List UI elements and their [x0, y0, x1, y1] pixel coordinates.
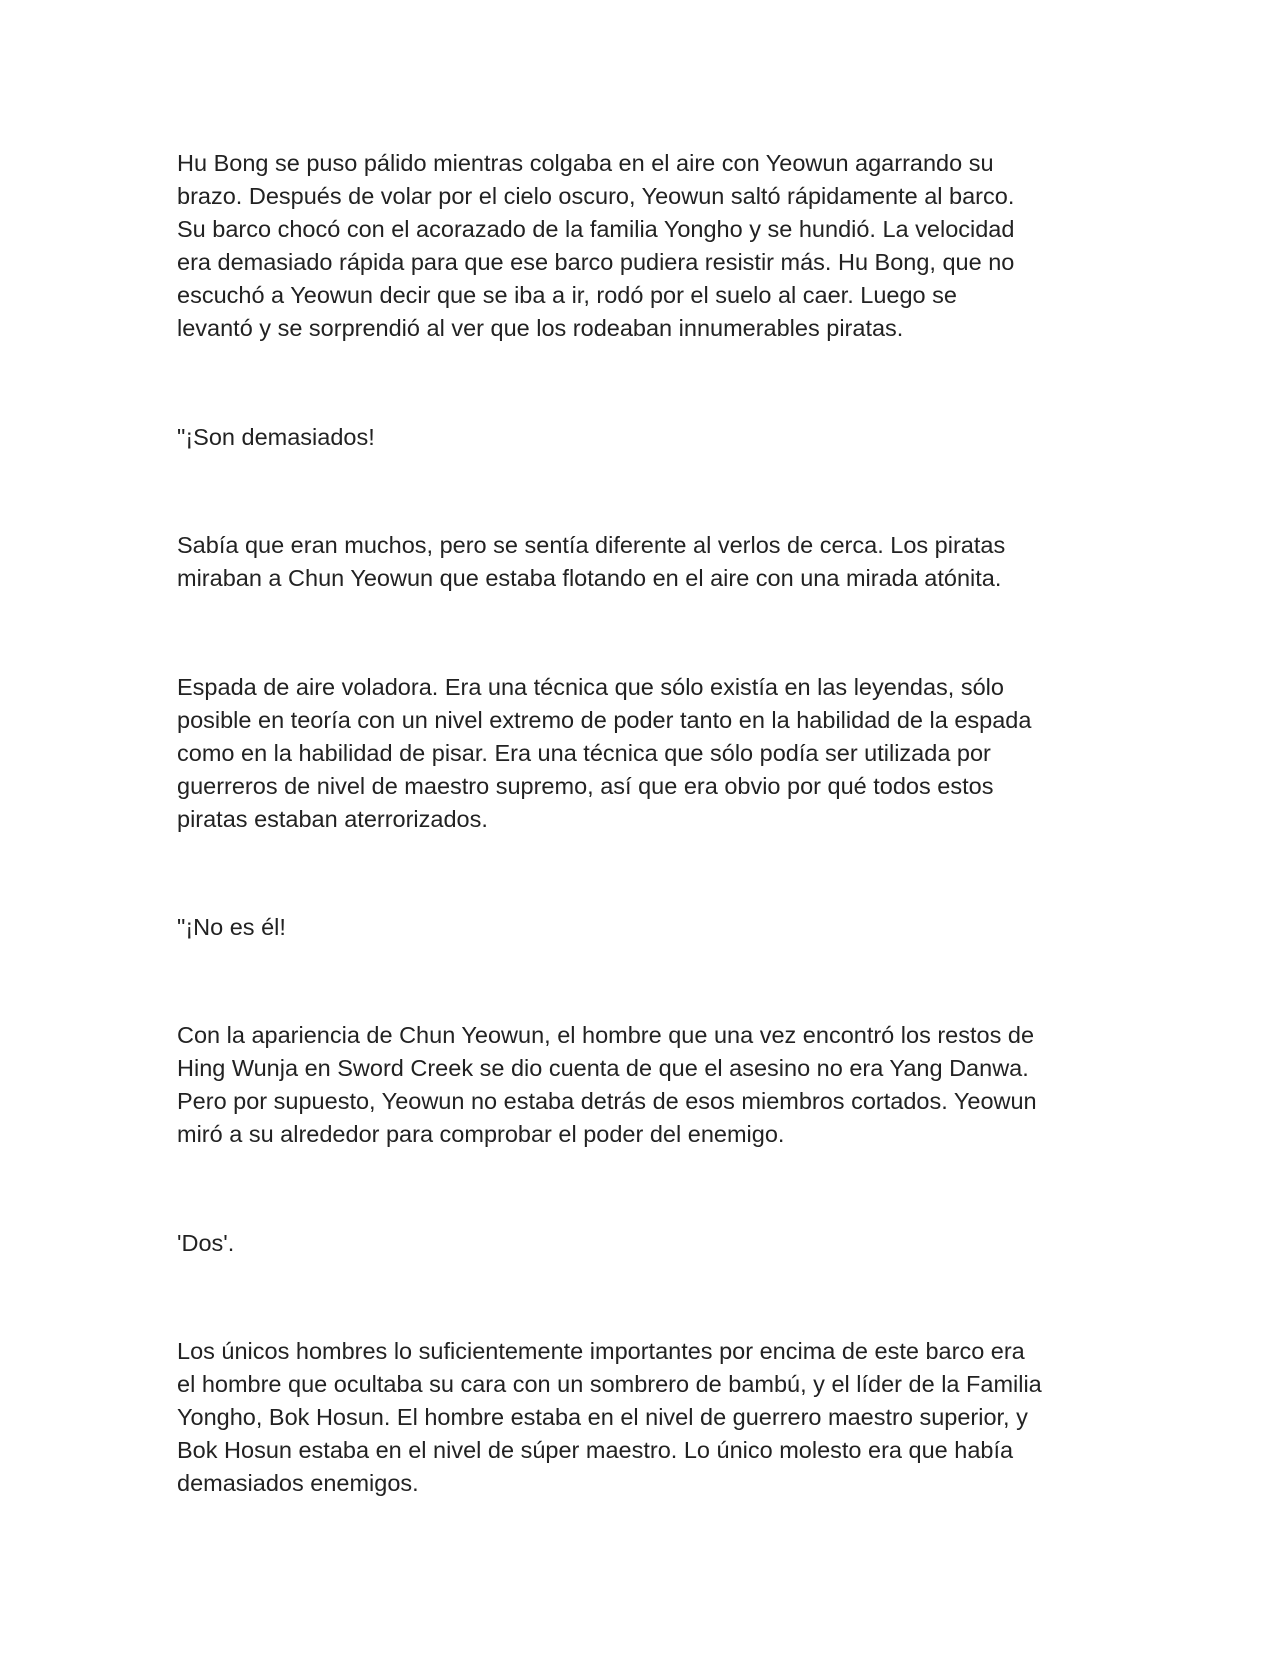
dialogue-son-demasiados: "¡Son demasiados! [177, 424, 375, 450]
paragraph-pirates-stare: Sabía que eran muchos, pero se sentía diferente al verlos de cerca. Los piratas miraban a Chun Yeowun que estaba flotando en el aire con una mirada atónita. [177, 532, 1006, 591]
paragraph-flying-sword: Espada de aire voladora. Era una técnica que sólo existía en las leyendas, sólo posible en teoría con un nivel extremo de poder tanto en la habilidad de la espada como en la habilidad de pisar. Era una técnica que sólo podía ser utilizada por guerreros de nivel de maestro supremo, así que era obvio por qué todos estos piratas estaban aterrorizados. [177, 674, 1032, 832]
paragraph-important-men: Los únicos hombres lo suficientemente importantes por encima de este barco era el hombre que ocultaba su cara con un sombrero de bambú, y el líder de la Familia Yongho, Bok Hosun. El hombre estaba en el nivel de guerrero maestro superior, y Bok Hosun estaba en el nivel de súper maestro. Lo único molesto era que había demasiados enemigos. [177, 1338, 1042, 1496]
thought-dos: 'Dos'. [177, 1230, 235, 1256]
dialogue-no-es-el: "¡No es él! [177, 914, 286, 940]
paragraph-hu-bong-falls: Hu Bong se puso pálido mientras colgaba en el aire con Yeowun agarrando su brazo. Después de volar por el cielo oscuro, Yeowun saltó rápidamente al barco. Su barco chocó con el acorazado de la familia Yongho y se hundió. La velocidad era demasiado rápida para que ese barco pudiera resistir más. Hu Bong, que no escuchó a Yeowun decir que se iba a ir, rodó por el suelo al caer. Luego se levantó y se sorprendió al ver que los rodeaban innumerables piratas. [177, 150, 1015, 341]
paragraph-sword-creek: Con la apariencia de Chun Yeowun, el hombre que una vez encontró los restos de Hing Wunja en Sword Creek se dio cuenta de que el asesino no era Yang Danwa. Pero por supuesto, Yeowun no estaba detrás de esos miembros cortados. Yeowun miró a su alrededor para comprobar el poder del enemigo. [177, 1022, 1037, 1147]
